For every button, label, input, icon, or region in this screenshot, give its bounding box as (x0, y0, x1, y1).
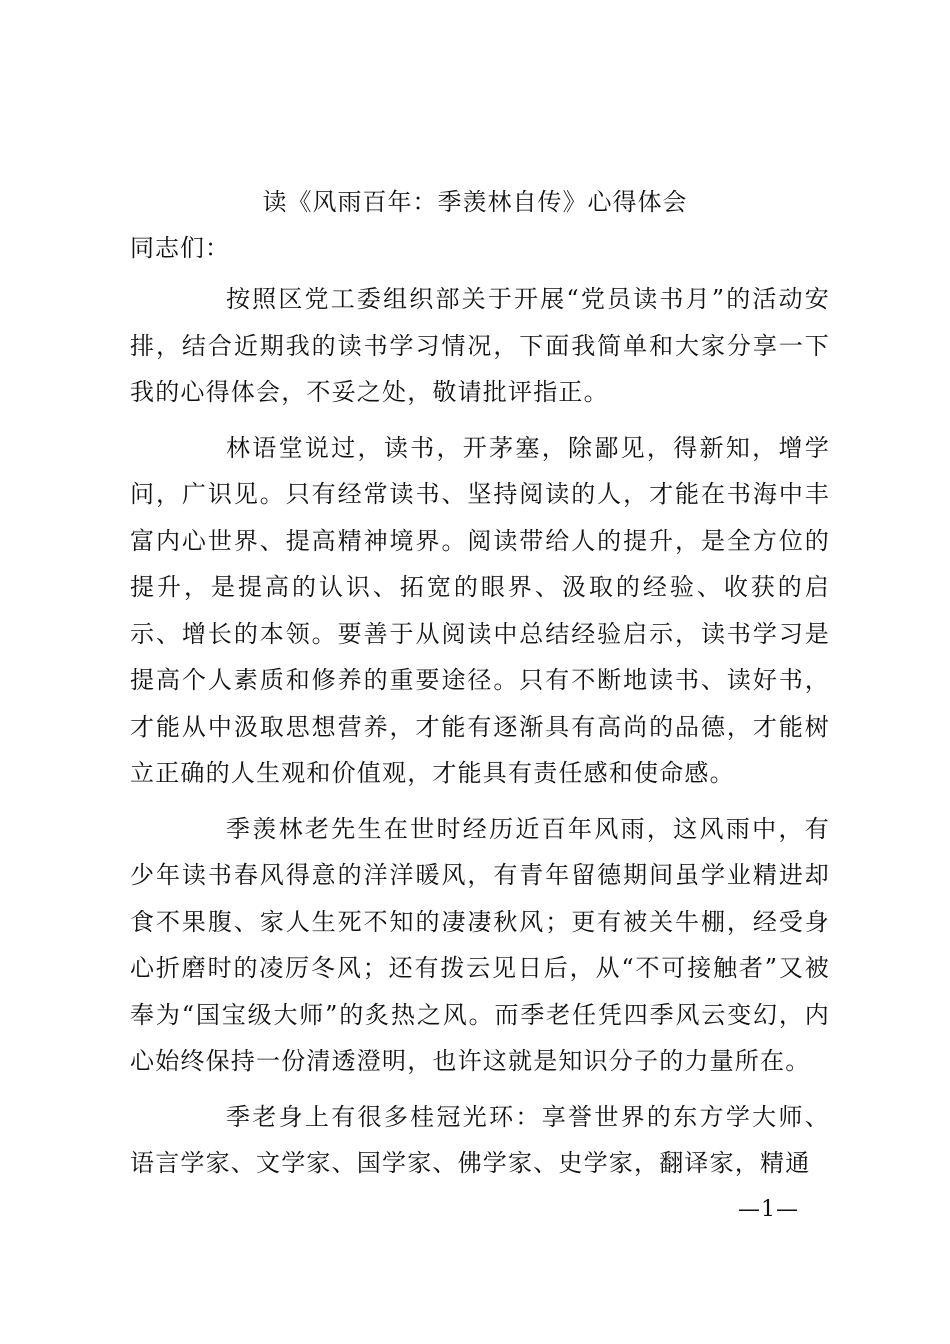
paragraph: 季羡林老先生在世时经历近百年风雨，这风雨中，有少年读书春风得意的洋洋暖风，有青年留德期间虽学业精进却食不果腹、家人生死不知的凄凄秋风；更有被关牛棚，经受身心折磨时的凌厉冬风；还有拨云见日后，从“不可接触者”又被奉为“国宝级大师”的炙热之风。而季老任凭四季风云变幻，内心始终保持一份清透澄明，也许这就是知识分子的力量所在。 (130, 814, 830, 1075)
paragraph: 林语堂说过，读书，开茅塞，除鄙见，得新知，增学问，广识见。只有经常读书、坚持阅读的人，才能在书海中丰富内心世界、提高精神境界。阅读带给人的提升，是全方位的提升，是提高的认识、拓宽的眼界、汲取的经验、收获的启示、增长的本领。要善于从阅读中总结经验启示，读书学习是提高个人素质和修养的重要途径。只有不断地读书、读好书，才能从中汲取思想营养，才能有逐渐具有高尚的品德，才能树立正确的人生观和价值观，才能具有责任感和使命感。 (130, 433, 830, 787)
document-title: 读《风雨百年：季羡林自传》心得体会 (262, 188, 688, 216)
paragraph: 季老身上有很多桂冠光环：享誉世界的东方学大师、语言学家、文学家、国学家、佛学家、史学家，翻译家，精通 (130, 1102, 830, 1177)
paragraph: 按照区党工委组织部关于开展“党员读书月”的活动安排，结合近期我的读书学习情况，下面我简单和大家分享一下我的心得体会，不妥之处，敬请批评指正。 (130, 285, 830, 406)
document-body (130, 276, 830, 1196)
page-number: —1— (738, 1197, 799, 1222)
salutation: 同志们： (130, 234, 230, 262)
